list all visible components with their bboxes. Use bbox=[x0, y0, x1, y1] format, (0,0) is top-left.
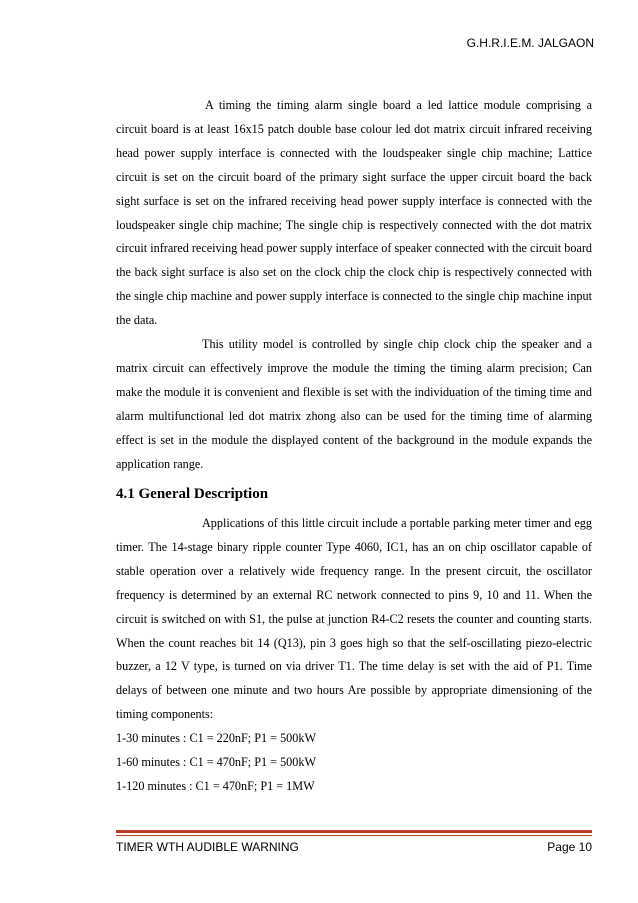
intro-section bbox=[116, 94, 592, 477]
timing-item-3: 1-120 minutes : C1 = 470nF; P1 = 1MW bbox=[116, 778, 315, 793]
section-heading: 4.1 General Description bbox=[116, 486, 269, 502]
page-number: Page 10 bbox=[547, 840, 592, 854]
footer-rule-thick bbox=[116, 830, 592, 833]
footer-rule-thin bbox=[116, 835, 592, 836]
intro-paragraph-1: A timing the timing alarm single board a led lattice module comprising a circuit board is at least 16x15 patch double base colour led dot matrix circuit infrared receiving head power supply interface is connected with the loudspeaker single chip machine; Lattice circuit is set on the circuit board of the primary sight surface the upper circuit board the back sight surface is set on the infrared receiving head power supply interface is connected with the loudspeaker single chip machine; The single chip is respectively connected with the dot matrix circuit infrared receiving head power supply interface of speaker connected with the circuit board the back sight surface is also set on the clock chip the clock chip is respectively connected with the single chip machine and power supply interface is connected to the single chip machine input the data. bbox=[116, 98, 592, 328]
timing-item-1: 1-30 minutes : C1 = 220nF; P1 = 500kW bbox=[116, 731, 316, 746]
intro-paragraph-2: This utility model is controlled by single chip clock chip the speaker and a matrix circuit can effectively improve the module the timing the timing alarm precision; Can make the module it is convenient and flexible is set with the individuation of the timing time and alarm multifunctional led dot matrix zhong also can be used for the timing time of alarming effect is set in the module the displayed content of the background in the module expands the application range. bbox=[116, 337, 592, 471]
page-header: G.H.R.I.E.M. JALGAON bbox=[466, 36, 594, 50]
footer-title: TIMER WTH AUDIBLE WARNING bbox=[116, 840, 299, 854]
general-description-paragraph: Applications of this little circuit include a portable parking meter timer and egg timer. The 14-stage binary ripple counter Type 4060, IC1, has an on chip oscillator capable of stable operation over a relatively wide frequency range. In the present circuit, the oscillator frequency is determined by an external RC network connected to pins 9, 10 and 11. When the circuit is switched on with S1, the pulse at junction R4-C2 resets the counter and counting starts. When the count reaches bit 14 (Q13), pin 3 goes high so that the self-oscillating piezo-electric buzzer, a 12 V type, is turned on via driver T1. The time delay is set with the aid of P1. Time delays of between one minute and two hours Are possible by appropriate dimensioning of the timing components: bbox=[116, 516, 592, 722]
timing-item-2: 1-60 minutes : C1 = 470nF; P1 = 500kW bbox=[116, 755, 316, 770]
general-description-section bbox=[116, 512, 592, 799]
timing-list bbox=[116, 727, 592, 799]
